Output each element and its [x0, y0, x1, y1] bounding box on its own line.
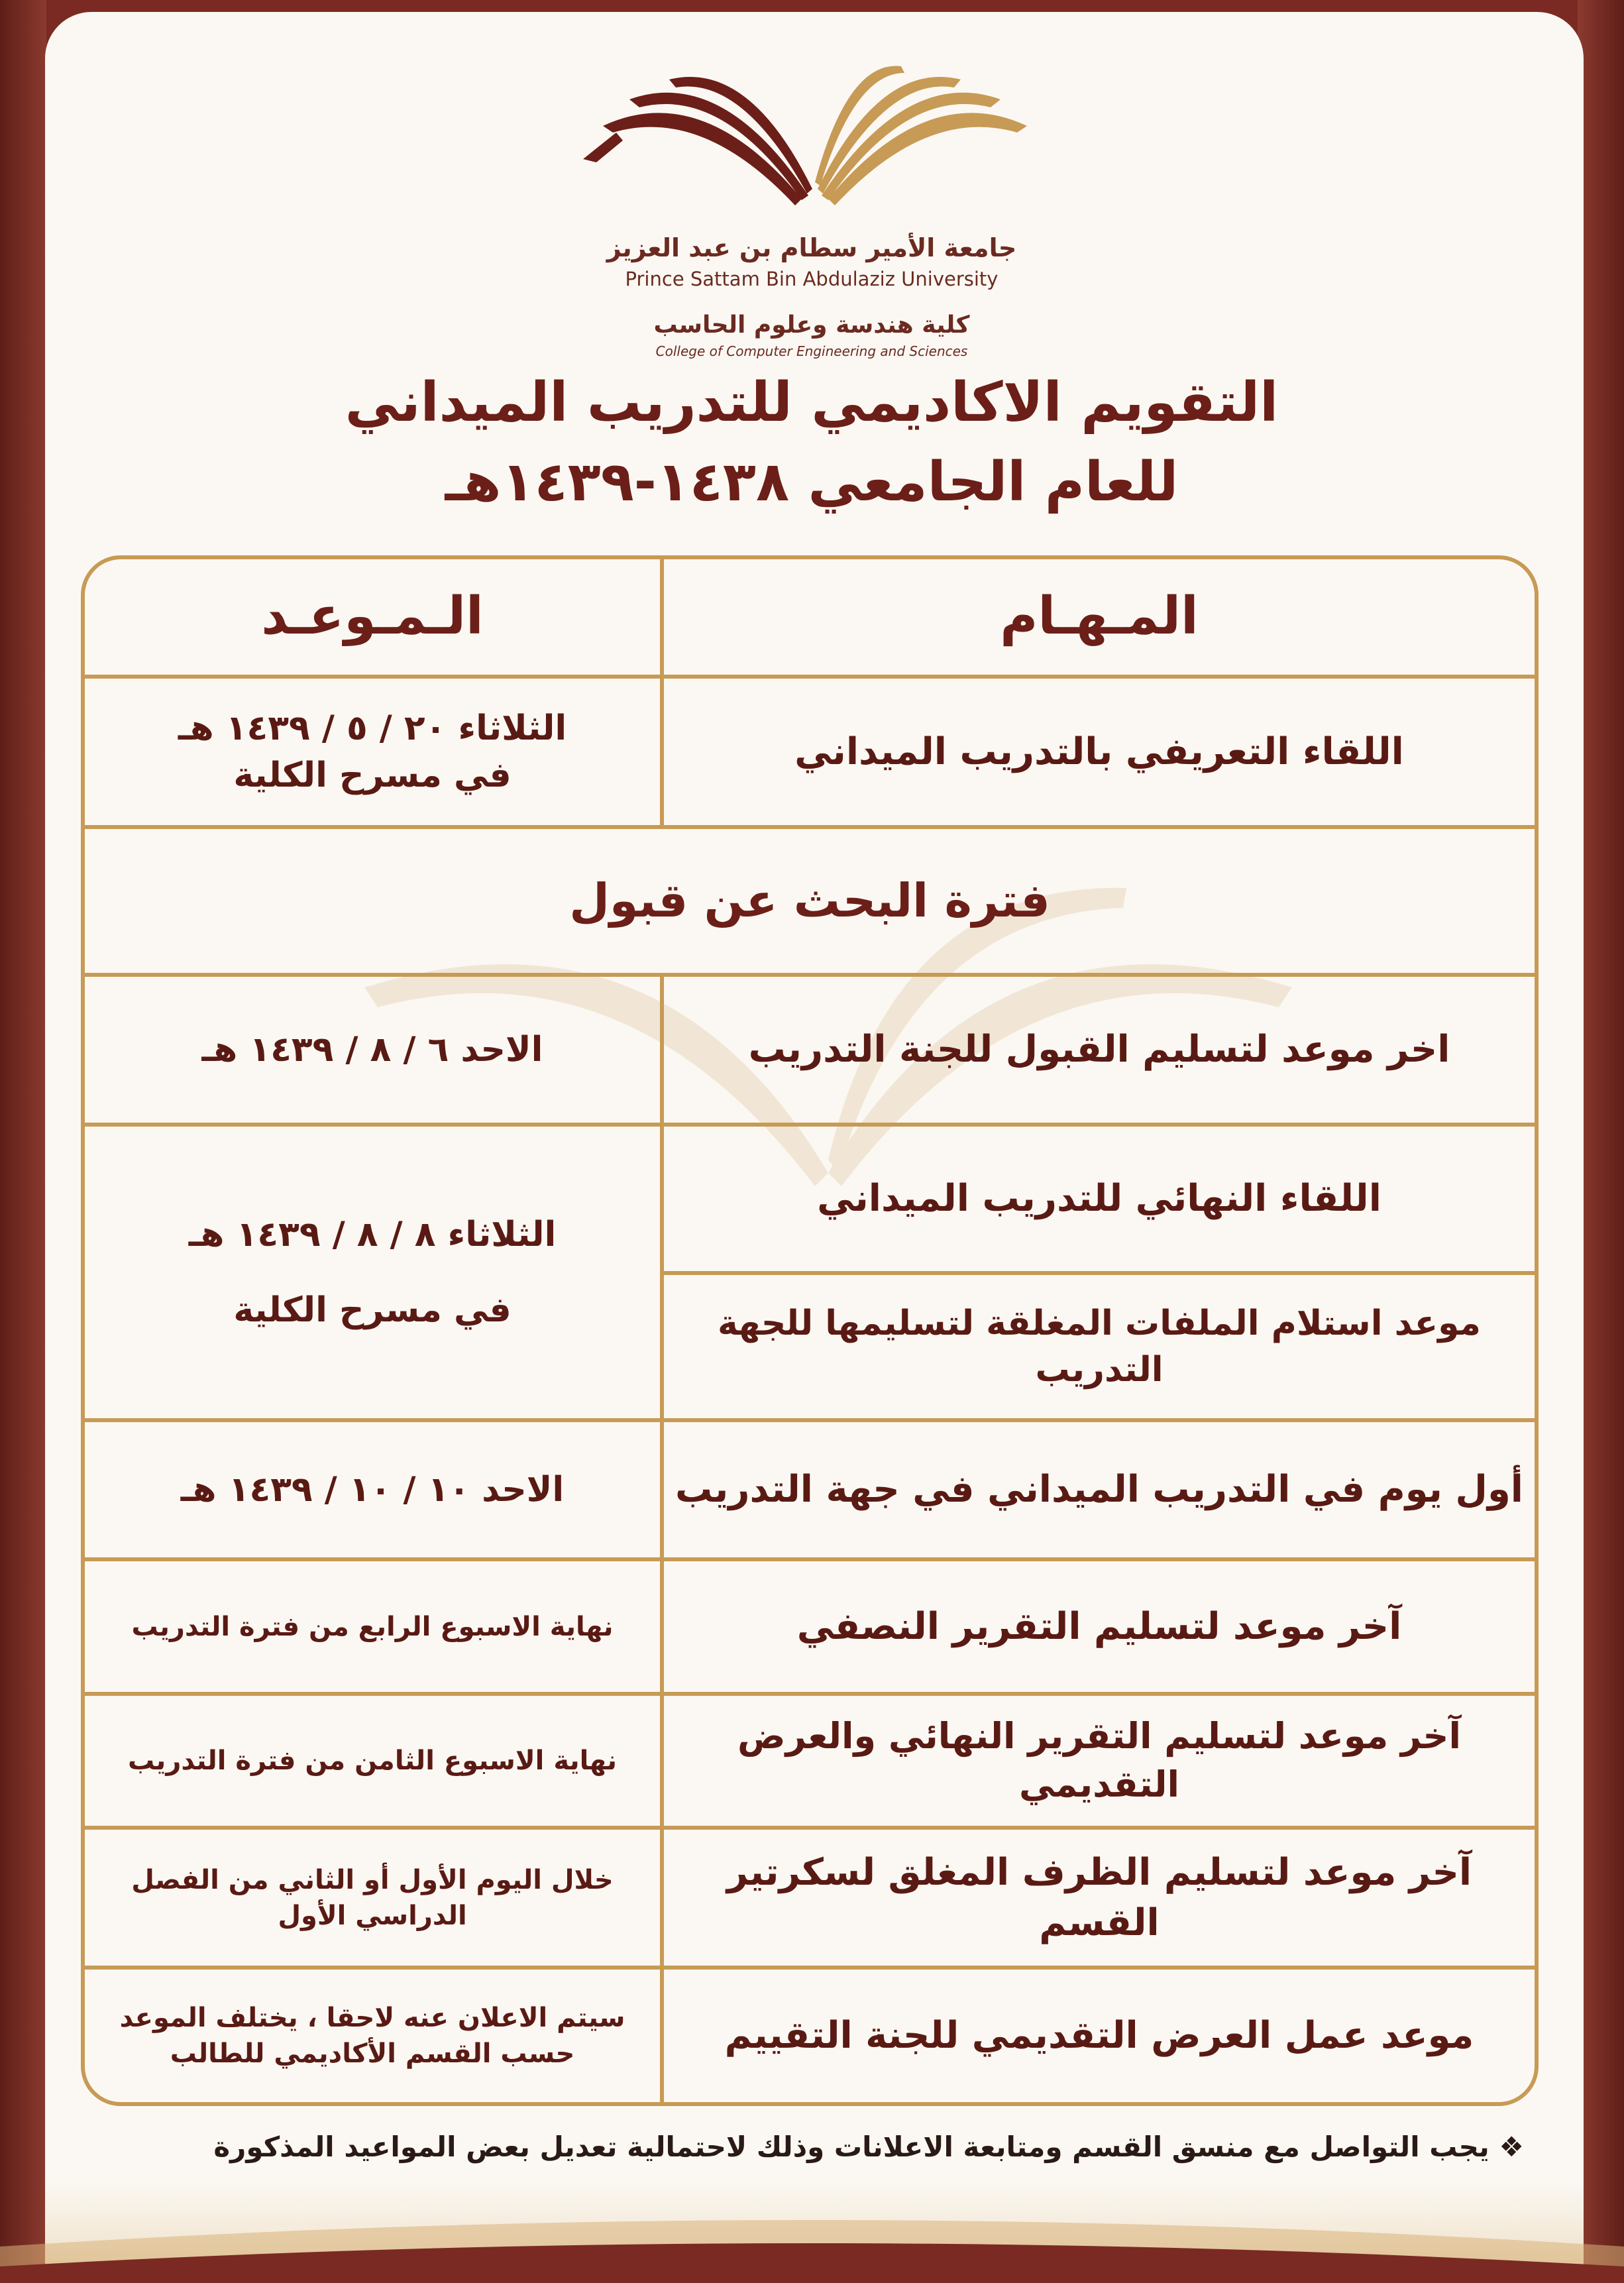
university-name-arabic: جامعة الأمير سطام بن عبد العزيز: [606, 233, 1017, 262]
bottom-ribbon-decoration: [0, 2207, 1624, 2283]
table-row-task: موعد استلام الملفات المغلقة لتسليمها للجهة التدريب: [718, 1303, 1481, 1390]
table-row-task: اللقاء النهائي للتدريب الميداني: [817, 1177, 1381, 1221]
date-line: الثلاثاء ٢٠ / ٥ / ١٤٣٩ هـ: [178, 708, 567, 749]
table-row-task: موعد عمل العرض التقديمي للجنة التقييم: [724, 2014, 1474, 2058]
date-line: سيتم الاعلان عنه لاحقا ، يختلف الموعد: [119, 2003, 625, 2033]
footer-note: ❖ يجب التواصل مع منسق القسم ومتابعة الاعلانات وذلك لاحتمالية تعديل بعض المواعيد المذكورة: [213, 2131, 1524, 2163]
table-row-date: [85, 1970, 660, 2102]
table-row-task: آخر موعد لتسليم التقرير النصفي: [796, 1604, 1402, 1648]
date-line: الثلاثاء ٨ / ٨ / ١٤٣٩ هـ: [188, 1214, 557, 1254]
table-row-date: نهاية الاسبوع الثامن من فترة التدريب: [127, 1746, 618, 1776]
date-line: في مسرح الكلية: [233, 1290, 512, 1330]
table-row-section-title: فترة البحث عن قبول: [569, 873, 1050, 928]
date-line: خلال اليوم الأول أو الثاني من الفصل: [131, 1864, 614, 1895]
column-header-dates: الـمـوعـد: [261, 586, 484, 647]
university-logo-icon: [576, 53, 1054, 239]
table-row-task: أول يوم في التدريب الميداني في جهة التدريب: [675, 1468, 1523, 1512]
table-row-date: [85, 1830, 660, 1966]
date-line: في مسرح الكلية: [233, 755, 512, 795]
page-title: التقويم الاكاديمي للتدريب الميداني: [345, 371, 1279, 434]
table-row-date: الاحد ١٠ / ١٠ / ١٤٣٩ هـ: [180, 1469, 565, 1510]
table-row-date: نهاية الاسبوع الرابع من فترة التدريب: [131, 1611, 614, 1642]
college-name-arabic: كلية هندسة وعلوم الحاسب: [653, 311, 970, 339]
background-left-edge: [0, 0, 46, 2283]
table-row-date: [85, 679, 660, 825]
date-line: حسب القسم الأكاديمي للطالب: [170, 2038, 575, 2069]
column-header-tasks: المـهـام: [1000, 586, 1199, 647]
background-right-edge: [1578, 0, 1624, 2283]
table-row-task: اللقاء التعريفي بالتدريب الميداني: [794, 730, 1404, 773]
table-row-task: اخر موعد لتسليم القبول للجنة التدريب: [748, 1028, 1450, 1072]
university-name-english: Prince Sattam Bin Abdulaziz University: [625, 268, 999, 290]
table-row-task: آخر موعد لتسليم الظرف المغلق لسكرتير القسم: [726, 1850, 1472, 1944]
college-name-english: College of Computer Engineering and Sciences: [655, 343, 968, 359]
table-row-task: آخر موعد لتسليم التقرير النهائي والعرض التقديمي: [737, 1715, 1461, 1805]
table-row-date: [85, 1127, 660, 1418]
table-row-date: الاحد ٦ / ٨ / ١٤٣٩ هـ: [201, 1029, 543, 1070]
page-subtitle: للعام الجامعي ١٤٣٨-١٤٣٩هـ: [445, 451, 1179, 514]
date-line: الدراسي الأول: [278, 1900, 467, 1931]
